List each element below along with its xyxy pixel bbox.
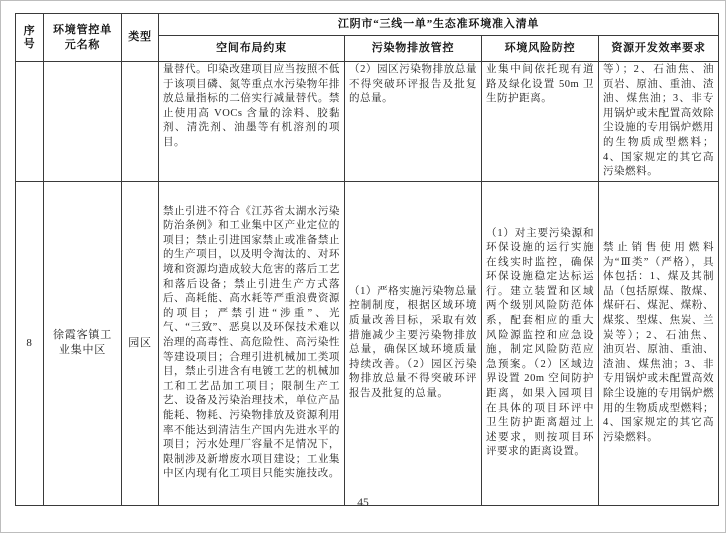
cell-serial (16, 62, 44, 182)
column-header-unit-name-label: 环境管控单元名称 (53, 23, 112, 51)
cell-pollutant-control: （1）严格实施污染物总量控制制度，根据区域环境质量改善目标，采取有效措施减少主要污染物排放总量，确保区域环境质量持续改善。（2）园区污染物排放总量不得突破环评报告及批复的总量。 (345, 181, 482, 505)
column-header-unit-name (44, 14, 122, 62)
column-header-serial: 序号 (16, 14, 44, 62)
table-row-continuation (16, 62, 719, 182)
column-header-type: 类型 (122, 14, 159, 62)
cell-pollutant-control: （2）园区污染物排放总量不得突破环评报告及批复的总量。 (345, 62, 482, 182)
cell-risk-prevention: 业集中间依托现有道路及绿化设置 50m 卫生防护距离。 (482, 62, 599, 182)
column-header-pollutant: 污染物排放管控 (345, 36, 482, 62)
cell-unit-name (44, 181, 122, 505)
table-group-title: 江阴市“三线一单”生态准环境准入清单 (159, 14, 719, 36)
cell-type (122, 62, 159, 182)
cell-unit-name-label: 徐霞客镇工业集中区 (53, 329, 112, 357)
column-header-spatial: 空间布局约束 (159, 36, 345, 62)
cell-spatial-constraints: 禁止引进不符合《江苏省太湖水污染防治条例》和工业集中区产业定位的项目；禁止引进国家禁止或准备禁止的生产项目，以及明令淘汰的、对环境和资源均造成较大危害的落后工艺和落后设备；禁止引进生产方式落后、高耗能、高水耗等严重浪费资源的项目；严禁引进“涉重”、光气、“三致”、恶臭以及环保技术难以治理的高毒性、高危险性、高污染性等建设项目；合理引进机械加工类项目，禁止引进含有电镀工艺的机械加工和工艺品加工项目；限制生产工艺、设备及污染治理技术，单位产品能耗、物耗、污染物排放及资源利用率不能达到清洁生产国内先进水平的项目；污水处理厂容量不足情况下，限制涉及新增废水项目建设；工业集中区内现有化工项目只能实施技改。 (159, 181, 345, 505)
column-header-resource: 资源开发效率要求 (599, 36, 719, 62)
cell-unit-name (44, 62, 122, 182)
access-list-table (15, 13, 719, 506)
cell-serial: 8 (16, 181, 44, 505)
cell-spatial-constraints: 量替代。印染改建项目应当按照不低于该项目磷、氮等重点水污染物年排放总量指标的二倍实行减量替代。禁止使用高 VOCs 含量的涂料、胶黏剂、清洗剂、油墨等有机溶剂的项目。 (159, 62, 345, 182)
page-number: 45 (357, 497, 369, 509)
cell-risk-prevention: （1）对主要污染源和环保设施的运行实施在线实时监控，确保环保设施稳定达标运行。建立装置和区域两个级别风险防范体系，配套相应的重大风险源监控和应急设施，制定风险防范应急预案。（2）区域边界设置 20m 空间防护距离，如果入园项目在具体的项目环评中卫生防护距离超过上述要求，则按项目环评要求的距离设置。 (482, 181, 599, 505)
cell-resource-efficiency: 等）；2、石油焦、油页岩、原油、重油、渣油、煤焦油；3、非专用锅炉或未配置高效除尘设施的专用锅炉燃用的生物质成型燃料；4、国家规定的其它高污染燃料。 (599, 62, 719, 182)
cell-type: 园区 (122, 181, 159, 505)
cell-resource-efficiency: 禁止销售使用燃料为“Ⅲ类”（严格），具体包括：1、煤及其制品（包括原煤、散煤、煤矸石、煤泥、煤粉、煤浆、型煤、焦炭、兰炭等）；2、石油焦、油页岩、原油、重油、渣油、煤焦油；3、非专用锅炉或未配置高效除尘设施的专用锅炉燃用的生物质成型燃料；4、国家规定的其它高污染燃料。 (599, 181, 719, 505)
table-row-unit-8 (16, 181, 719, 505)
column-header-risk: 环境风险防控 (482, 36, 599, 62)
